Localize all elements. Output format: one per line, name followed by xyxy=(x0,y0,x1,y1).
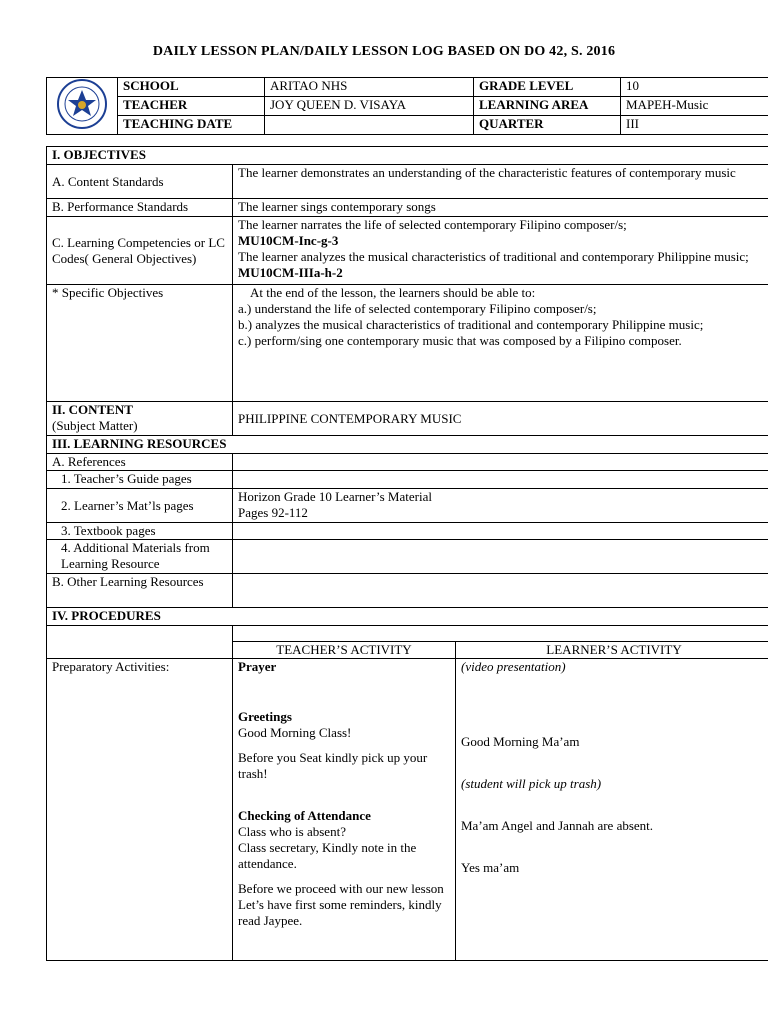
specific-objective-c: c.) perform/sing one contemporary music that was composed by a Filipino composer. xyxy=(238,333,682,348)
teacher-greetings-heading: Greetings xyxy=(238,709,292,724)
grade-level-label: GRADE LEVEL xyxy=(474,78,621,97)
learners-materials-label: 2. Learner’s Mat’ls pages xyxy=(47,489,233,523)
teacher-absent-question: Class who is absent? xyxy=(238,824,346,839)
header-table xyxy=(46,77,768,135)
section-learning-resources-heading: III. LEARNING RESOURCES xyxy=(47,436,768,454)
section-content-heading: II. CONTENT xyxy=(52,402,133,417)
performance-standards-label: B. Performance Standards xyxy=(47,199,233,217)
additional-materials-label: 4. Additional Materials from Learning Resource xyxy=(47,540,233,574)
performance-standards-value: The learner sings contemporary songs xyxy=(233,199,768,217)
lesson-plan-table xyxy=(46,146,768,961)
teacher-good-morning: Good Morning Class! xyxy=(238,725,352,740)
teacher-label: TEACHER xyxy=(118,97,265,116)
specific-objective-a: a.) understand the life of selected contemporary Filipino composer/s; xyxy=(238,301,597,316)
blank-line xyxy=(461,834,767,860)
specific-intro: At the end of the lesson, the learners should be able to: xyxy=(250,285,536,300)
blank-line xyxy=(461,792,767,818)
deped-seal-logo xyxy=(47,78,118,135)
competency-2: The learner analyzes the musical characteristics of traditional and contemporary Philippine music; MU10CM-IIIa-h-2 xyxy=(238,249,749,280)
content-standards-label: A. Content Standards xyxy=(47,165,233,199)
references-label: A. References xyxy=(47,454,233,471)
content-heading-cell xyxy=(47,402,233,436)
teachers-guide-value xyxy=(233,471,768,489)
learners-materials-value xyxy=(233,489,768,523)
learning-competencies-label: C. Learning Competencies or LC Codes( General Objectives) xyxy=(47,217,233,285)
subject-matter-label: (Subject Matter) xyxy=(52,418,138,433)
specific-objectives-label: * Specific Objectives xyxy=(47,285,233,402)
teacher-trash-instruction: Before you Seat kindly pick up your trash! xyxy=(238,750,428,781)
other-resources-value xyxy=(233,574,768,608)
teacher-secretary-instruction: Class secretary, Kindly note in the attendance. xyxy=(238,840,417,871)
learners-activity-heading: LEARNER’S ACTIVITY xyxy=(456,642,768,659)
section-procedures-heading: IV. PROCEDURES xyxy=(47,608,768,626)
quarter-label: QUARTER xyxy=(474,116,621,135)
learning-area-value: MAPEH-Music xyxy=(621,97,768,116)
learners-material-title: Horizon Grade 10 Learner’s Material xyxy=(238,489,432,504)
learner-trash-response: (student will pick up trash) xyxy=(461,776,602,791)
blank-line xyxy=(238,872,450,881)
preparatory-activities-label: Preparatory Activities: xyxy=(47,659,233,961)
teaching-date-value xyxy=(265,116,474,135)
content-standards-value: The learner demonstrates an understanding of the characteristic features of contemporary music xyxy=(233,165,768,199)
teacher-prayer: Prayer xyxy=(238,659,277,674)
textbook-pages-label: 3. Textbook pages xyxy=(47,523,233,540)
specific-objectives-value xyxy=(233,285,768,402)
other-resources-label: B. Other Learning Resources xyxy=(47,574,233,608)
quarter-value: III xyxy=(621,116,768,135)
procedures-blank-label xyxy=(47,642,233,659)
specific-objective-b: b.) analyzes the musical characteristics of traditional and contemporary Philippine music; xyxy=(238,317,704,332)
learner-yes-response: Yes ma’am xyxy=(461,860,520,875)
section-objectives-heading: I. OBJECTIVES xyxy=(47,147,768,165)
blank-line xyxy=(238,675,450,709)
learners-activity-cell xyxy=(456,659,768,961)
blank-line xyxy=(238,782,450,808)
teachers-activity-heading: TEACHER’S ACTIVITY xyxy=(233,642,456,659)
teachers-guide-label: 1. Teacher’s Guide pages xyxy=(47,471,233,489)
additional-materials-value xyxy=(233,540,768,574)
references-value xyxy=(233,454,768,471)
teachers-activity-cell xyxy=(233,659,456,961)
learner-video-presentation: (video presentation) xyxy=(461,659,566,674)
competency-2-code: MU10CM-IIIa-h-2 xyxy=(238,265,343,280)
document-title: DAILY LESSON PLAN/DAILY LESSON LOG BASED ON DO 42, S. 2016 xyxy=(152,44,616,59)
learning-area-label: LEARNING AREA xyxy=(474,97,621,116)
textbook-pages-value xyxy=(233,523,768,540)
teacher-attendance-heading: Checking of Attendance xyxy=(238,808,371,823)
school-label: SCHOOL xyxy=(118,78,265,97)
blank-line xyxy=(238,741,450,750)
competency-1-code: MU10CM-Inc-g-3 xyxy=(238,233,339,248)
competency-1: The learner narrates the life of selected contemporary Filipino composer/s; xyxy=(238,217,627,232)
grade-level-value: 10 xyxy=(621,78,768,97)
learner-absent-response: Ma’am Angel and Jannah are absent. xyxy=(461,818,654,833)
blank-line xyxy=(461,750,767,776)
teaching-date-label: TEACHING DATE xyxy=(118,116,265,135)
blank-line xyxy=(461,675,767,734)
subject-matter-value: PHILIPPINE CONTEMPORARY MUSIC xyxy=(233,402,768,436)
procedures-spacer-cell xyxy=(47,626,233,642)
learning-competencies-value xyxy=(233,217,768,285)
procedures-spacer-cell xyxy=(233,626,768,642)
learner-good-morning: Good Morning Ma’am xyxy=(461,734,580,749)
teacher-reminders: Before we proceed with our new lesson Let’s have first some reminders, kindly read Jaypee. xyxy=(238,881,444,928)
teacher-value: JOY QUEEN D. VISAYA xyxy=(265,97,474,116)
school-value: ARITAO NHS xyxy=(265,78,474,97)
learners-material-pages: Pages 92-112 xyxy=(238,505,308,520)
